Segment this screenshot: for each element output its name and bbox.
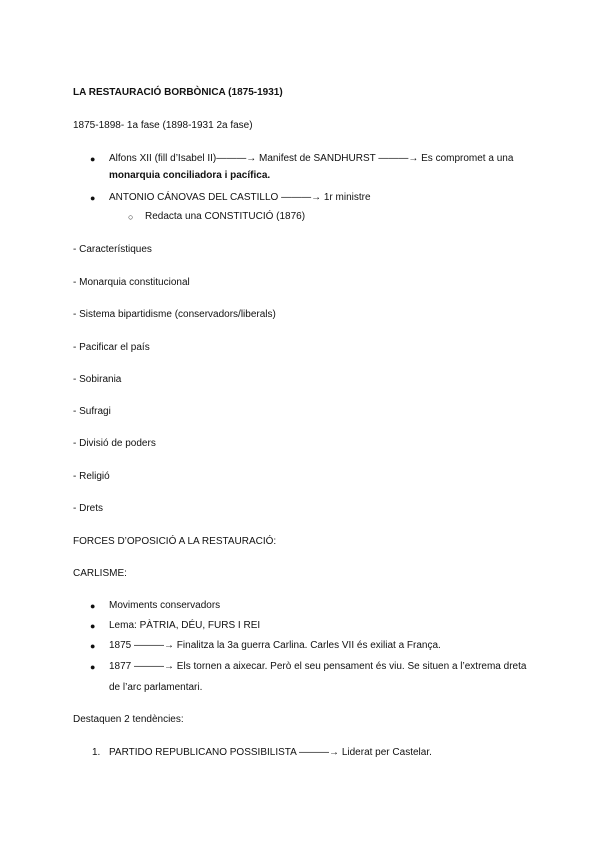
characteristic-item: - Característiques xyxy=(73,244,152,255)
carlisme-bullet: Moviments conservadors xyxy=(109,600,221,611)
opposition-heading: FORCES D’OPOSICIÓ A LA RESTAURACIÓ: xyxy=(73,536,277,547)
bullet-alfons-line1: Alfons XII (fill d’Isabel II)———→ Manifest de SANDHURST ———→ Es compromet a una xyxy=(109,153,514,164)
list-number: 1. xyxy=(92,747,101,758)
carlisme-bullet-line1: 1877 ———→ Els tornen a aixecar. Però el seu pensament és viu. Se situen a l’extrema dreta xyxy=(109,661,527,672)
characteristic-item: - Divisió de poders xyxy=(73,438,156,449)
numbered-item: PARTIDO REPUBLICANO POSSIBILISTA ———→ Liderat per Castelar. xyxy=(109,747,432,758)
bullet-icon: ● xyxy=(90,662,96,672)
bullet-icon: ● xyxy=(90,193,96,203)
sub-bullet-constitucio: Redacta una CONSTITUCIÓ (1876) xyxy=(145,211,306,222)
characteristic-item: - Pacificar el país xyxy=(73,342,150,353)
circle-bullet-icon: ○ xyxy=(128,212,134,222)
phases-line: 1875-1898- 1a fase (1898-1931 2a fase) xyxy=(73,120,253,131)
tendencies-heading: Destaquen 2 tendències: xyxy=(73,714,184,725)
bullet-icon: ● xyxy=(90,154,96,164)
carlisme-bullet: Lema: PÀTRIA, DÉU, FURS I REI xyxy=(109,620,261,631)
bullet-icon: ● xyxy=(90,641,96,651)
bullet-icon: ● xyxy=(90,621,96,631)
characteristic-item: - Monarquia constitucional xyxy=(73,277,190,288)
characteristic-item: - Sobirania xyxy=(73,374,122,385)
bullet-alfons-line2: monarquia conciliadora i pacífica. xyxy=(109,170,271,181)
characteristic-item: - Sistema bipartidisme (conservadors/liberals) xyxy=(73,309,276,320)
carlisme-heading: CARLISME: xyxy=(73,568,127,579)
carlisme-bullet: 1875 ———→ Finalitza la 3a guerra Carlina. Carles VII és exiliat a França. xyxy=(109,640,441,651)
bullet-icon: ● xyxy=(90,601,96,611)
bullet-canovas: ANTONIO CÁNOVAS DEL CASTILLO ———→ 1r ministre xyxy=(109,192,371,203)
characteristic-item: - Religió xyxy=(73,471,110,482)
page-title: LA RESTAURACIÓ BORBÒNICA (1875-1931) xyxy=(73,87,283,98)
carlisme-bullet-line2: de l’arc parlamentari. xyxy=(109,682,203,693)
characteristic-item: - Drets xyxy=(73,503,103,514)
characteristic-item: - Sufragi xyxy=(73,406,111,417)
